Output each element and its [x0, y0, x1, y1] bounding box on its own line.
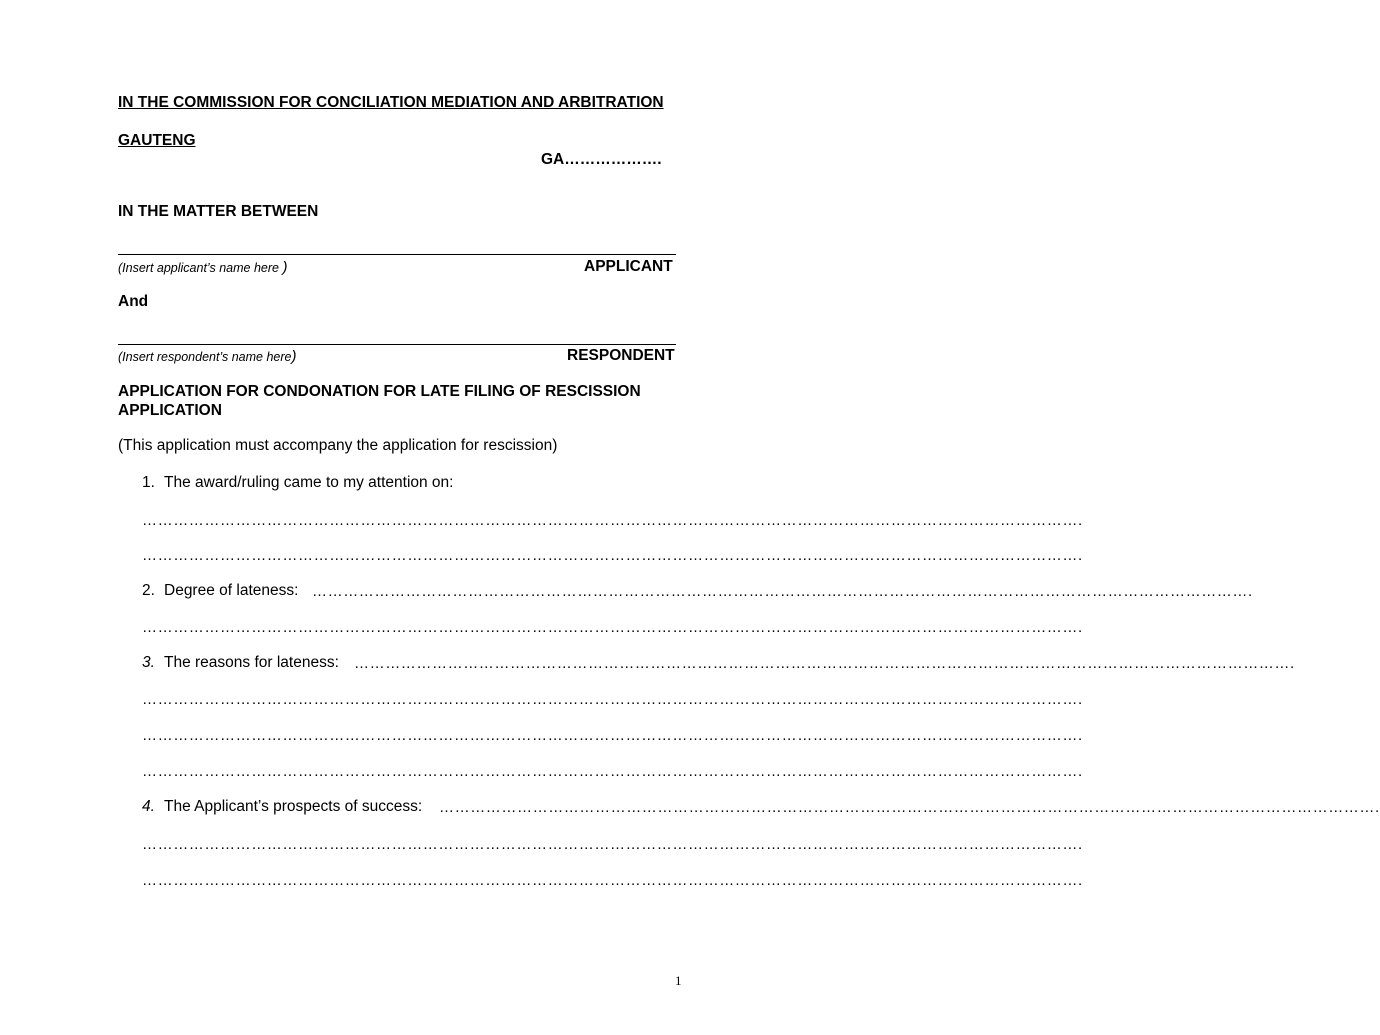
answer-line[interactable]: ………………………………………………………………………………………………………………………………………………………………. — [142, 691, 1083, 708]
respondent-role-label: RESPONDENT — [567, 347, 675, 364]
answer-line[interactable]: ………………………………………………………………………………………………………………………………………………………………. — [142, 872, 1083, 889]
answer-line[interactable]: ………………………………………………………………………………………………………………………………………………………………. — [312, 583, 1253, 600]
answer-line[interactable]: ………………………………………………………………………………………………………………………………………………………………. — [142, 763, 1083, 780]
answer-line[interactable]: ………………………………………………………………………………………………………………………………………………………………. — [142, 547, 1083, 564]
item-4: 4. The Applicant’s prospects of success: — [142, 798, 423, 815]
page-number: 1 — [675, 973, 682, 988]
respondent-name-line[interactable] — [118, 344, 676, 345]
commission-heading: IN THE COMMISSION FOR CONCILIATION MEDIATION AND ARBITRATION — [118, 94, 664, 111]
answer-line[interactable]: ………………………………………………………………………………………………………………………………………………………………. — [142, 727, 1083, 744]
respondent-name-hint: (Insert respondent’s name here) — [118, 348, 297, 365]
application-title-line2: APPLICATION — [118, 402, 222, 419]
and-label: And — [118, 293, 149, 310]
matter-between-heading: IN THE MATTER BETWEEN — [118, 203, 319, 220]
applicant-name-hint: (Insert applicant’s name here ) — [118, 259, 288, 276]
answer-line[interactable]: ………………………………………………………………………………………………………………………………………………………………. — [142, 512, 1083, 529]
province-label: GAUTENG — [118, 132, 196, 149]
answer-line[interactable]: ………………………………………………………………………………………………………………………………………………………………. — [439, 799, 1380, 816]
item-1: 1. The award/ruling came to my attention on: — [142, 474, 454, 491]
instruction-text: (This application must accompany the application for rescission) — [118, 437, 558, 454]
answer-line[interactable]: ………………………………………………………………………………………………………………………………………………………………. — [142, 836, 1083, 853]
item-2: 2. Degree of lateness: — [142, 582, 299, 599]
applicant-name-line[interactable] — [118, 254, 676, 255]
answer-line[interactable]: ………………………………………………………………………………………………………………………………………………………………. — [354, 655, 1295, 672]
case-number: GA………………. — [541, 151, 662, 168]
applicant-role-label: APPLICANT — [584, 258, 673, 275]
item-3: 3. The reasons for lateness: — [142, 654, 339, 671]
answer-line[interactable]: ………………………………………………………………………………………………………………………………………………………………. — [142, 619, 1083, 636]
application-title-line1: APPLICATION FOR CONDONATION FOR LATE FILING OF RESCISSION — [118, 383, 641, 400]
